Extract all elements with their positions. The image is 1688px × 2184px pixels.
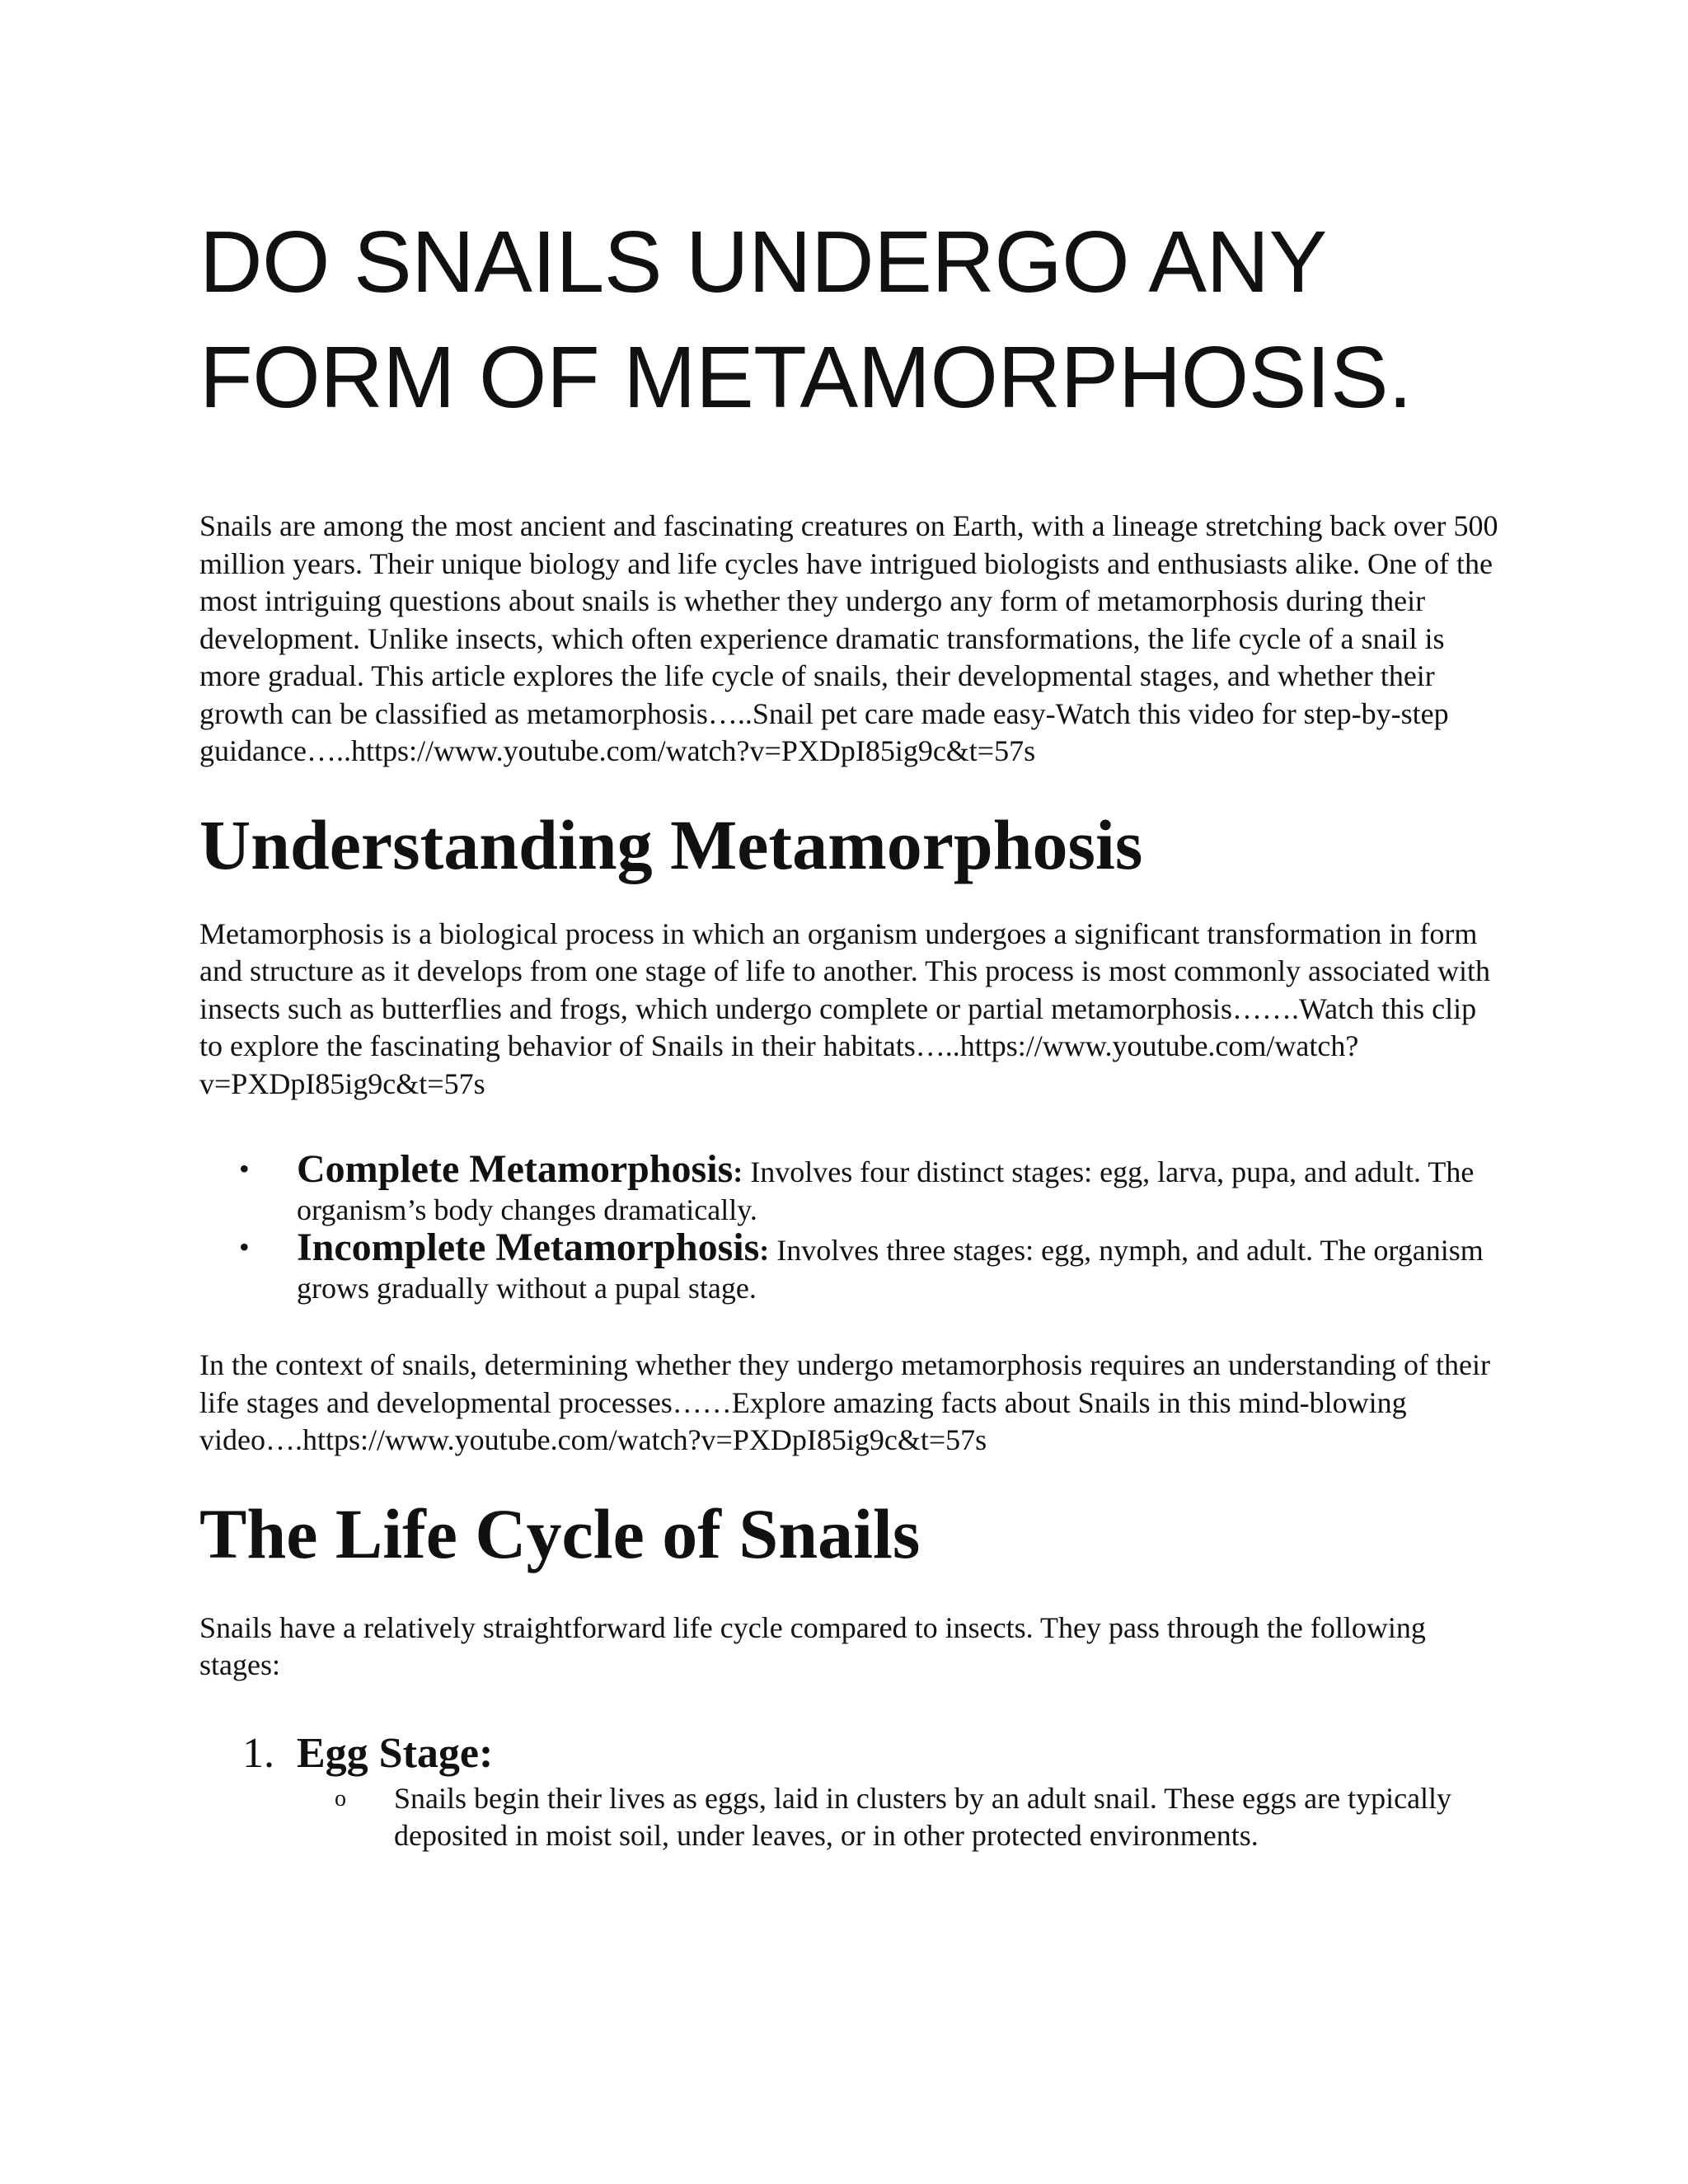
sub-list xyxy=(297,1780,1688,1855)
list-item-egg-stage xyxy=(199,1727,1688,1855)
metamorphosis-paragraph: Metamorphosis is a biological process in which an organism undergoes a significant transformation in form and structure as it develops from one stage of life to another. This process is most commonly associated with insects such as butterflies and frogs, which undergo complete or partial metamorphosis…….Watch this clip to explore the fascinating behavior of Snails in their habitats…..https://www.youtube.com/watch?v=PXDpI85ig9c&t=57s xyxy=(199,916,1490,1100)
list-number: 1. xyxy=(242,1729,274,1777)
term-incomplete: Incomplete Metamorphosis xyxy=(297,1226,760,1269)
term-description: Involves three stages: egg, nymph, and adult. The organism grows gradually without a pupal stage. xyxy=(297,1234,1484,1305)
title-line-2: FORM OF METAMORPHOSIS. xyxy=(199,329,1413,426)
life-stages-list xyxy=(199,1727,1688,1855)
list-item-incomplete xyxy=(199,1226,1502,1307)
term-colon: : xyxy=(733,1155,743,1188)
bullet-marker: • xyxy=(239,1152,250,1185)
step-title: Egg Stage: xyxy=(297,1729,494,1777)
circle-bullet-marker: o xyxy=(335,1785,346,1811)
title-line-1: DO SNAILS UNDERGO ANY xyxy=(199,213,1327,311)
term-complete: Complete Metamorphosis xyxy=(297,1147,734,1191)
list-item-complete xyxy=(199,1147,1502,1229)
article-title xyxy=(199,204,1568,435)
metamorphosis-types-list xyxy=(199,1147,1502,1307)
life-cycle-paragraph: Snails have a relatively straightforward life cycle compared to insects. They pass through the following stages: xyxy=(199,1610,1426,1681)
sub-list-item xyxy=(297,1780,1515,1855)
bullet-marker: • xyxy=(239,1230,250,1263)
section-heading-life-cycle: The Life Cycle of Snails xyxy=(199,1493,921,1573)
intro-paragraph: Snails are among the most ancient and fascinating creatures on Earth, with a lineage stretching back over 500 million years. Their unique biology and life cycles have intrigued biologists and enthusiasts alike. One of the most intriguing questions about snails is whether they undergo any form of metamorphosis during their development. Unlike insects, which often experience dramatic transformations, the life cycle of a snail is more gradual. This article explores the life cycle of snails, their developmental stages, and whether their growth can be classified as metamorphosis…..Snail pet care made easy-Watch this video for step-by-step guidance…..https://www.youtube.com/watch?v=PXDpI85ig9c&t=57s xyxy=(199,509,1498,767)
section-heading-understanding: Understanding Metamorphosis xyxy=(199,804,1143,884)
term-colon: : xyxy=(759,1234,770,1267)
context-paragraph: In the context of snails, determining whether they undergo metamorphosis requires an understanding of their life stages and developmental processes……Explore amazing facts about Snails in this mind-blowing video….https://www.youtube.com/watch?v=PXDpI85ig9c&t=57s xyxy=(199,1348,1490,1456)
sub-item-text: Snails begin their lives as eggs, laid in clusters by an adult snail. These eggs are typically deposited in moist soil, under leaves, or in other protected environments. xyxy=(394,1781,1452,1852)
term-description: Involves four distinct stages: egg, larva, pupa, and adult. The organism’s body changes dramatically. xyxy=(297,1155,1475,1226)
